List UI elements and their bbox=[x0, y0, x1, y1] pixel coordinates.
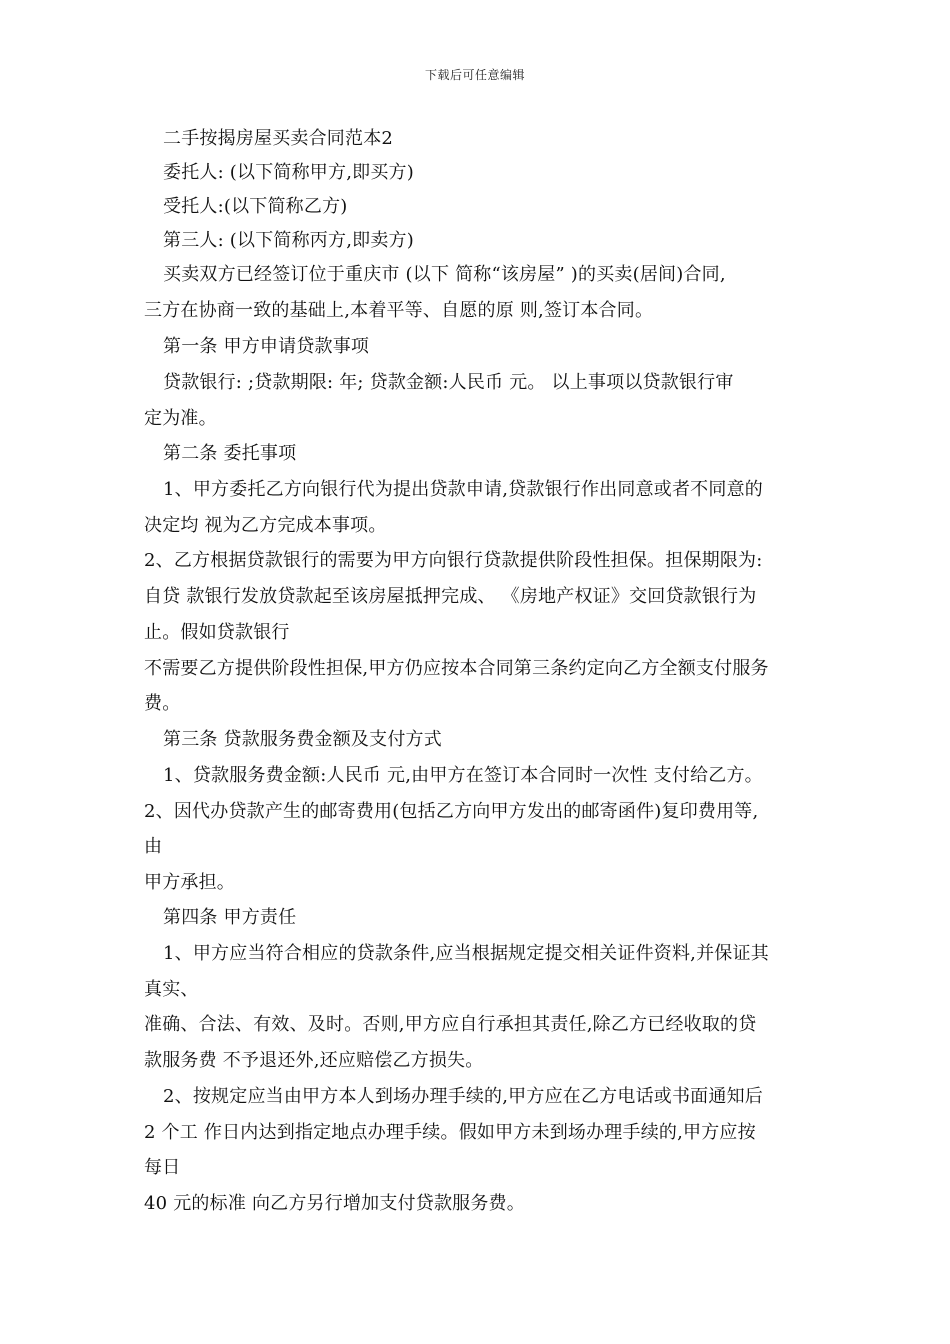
text-line: 贷款银行: ;贷款期限: 年; 贷款金额:人民币 元。 以上事项以贷款银行审 bbox=[163, 372, 734, 393]
text-line: 第三人: (以下简称丙方,即卖方) bbox=[163, 230, 414, 251]
text-line: 决定均 视为乙方完成本事项。 bbox=[144, 515, 387, 536]
text-line: 自贷 款银行发放贷款起至该房屋抵押完成、 《房地产权证》交回贷款银行为 bbox=[144, 586, 757, 607]
section-heading: 第三条 贷款服务费金额及支付方式 bbox=[163, 729, 442, 750]
doc-title: 二手按揭房屋买卖合同范本2 bbox=[163, 128, 394, 149]
section-heading: 第一条 甲方申请贷款事项 bbox=[163, 336, 370, 357]
text-line: 40 元的标准 向乙方另行增加支付贷款服务费。 bbox=[144, 1193, 525, 1214]
text-line: 准确、合法、有效、及时。否则,甲方应自行承担其责任,除乙方已经收取的贷 bbox=[144, 1014, 757, 1035]
text-line: 费。 bbox=[144, 693, 181, 714]
text-line: 委托人: (以下简称甲方,即买方) bbox=[163, 162, 414, 183]
page-header: 下载后可任意编辑 bbox=[424, 68, 525, 82]
text-line: 1、贷款服务费金额:人民币 元,由甲方在签订本合同时一次性 支付给乙方。 bbox=[163, 765, 763, 786]
text-line: 止。假如贷款银行 bbox=[144, 622, 290, 643]
text-line: 1、甲方委托乙方向银行代为提出贷款申请,贷款银行作出同意或者不同意的 bbox=[163, 479, 763, 500]
section-heading: 第二条 委托事项 bbox=[163, 443, 297, 464]
text-line: 真实、 bbox=[144, 979, 199, 1000]
text-line: 定为准。 bbox=[144, 408, 217, 429]
text-line: 由 bbox=[144, 836, 163, 857]
text-line: 2、因代办贷款产生的邮寄费用(包括乙方向甲方发出的邮寄函件)复印费用等, bbox=[144, 801, 759, 822]
section-heading: 第四条 甲方责任 bbox=[163, 907, 297, 928]
text-line: 买卖双方已经签订位于重庆市 (以下 简称“该房屋” )的买卖(居间)合同, bbox=[163, 264, 726, 285]
text-line: 每日 bbox=[144, 1157, 181, 1178]
text-line: 三方在协商一致的基础上,本着平等、自愿的原 则,签订本合同。 bbox=[144, 300, 654, 321]
text-line: 不需要乙方提供阶段性担保,甲方仍应按本合同第三条约定向乙方全额支付服务 bbox=[144, 658, 769, 679]
text-line: 受托人:(以下简称乙方) bbox=[163, 196, 348, 217]
text-line: 1、甲方应当符合相应的贷款条件,应当根据规定提交相关证件资料,并保证其 bbox=[163, 943, 769, 964]
text-line: 2、按规定应当由甲方本人到场办理手续的,甲方应在乙方电话或书面通知后 bbox=[163, 1086, 763, 1107]
text-line: 甲方承担。 bbox=[144, 872, 235, 893]
text-line: 2、乙方根据贷款银行的需要为甲方向银行贷款提供阶段性担保。担保期限为: bbox=[144, 550, 763, 571]
text-line: 2 个工 作日内达到指定地点办理手续。假如甲方未到场办理手续的,甲方应按 bbox=[144, 1122, 756, 1143]
text-line: 款服务费 不予退还外,还应赔偿乙方损失。 bbox=[144, 1050, 484, 1071]
